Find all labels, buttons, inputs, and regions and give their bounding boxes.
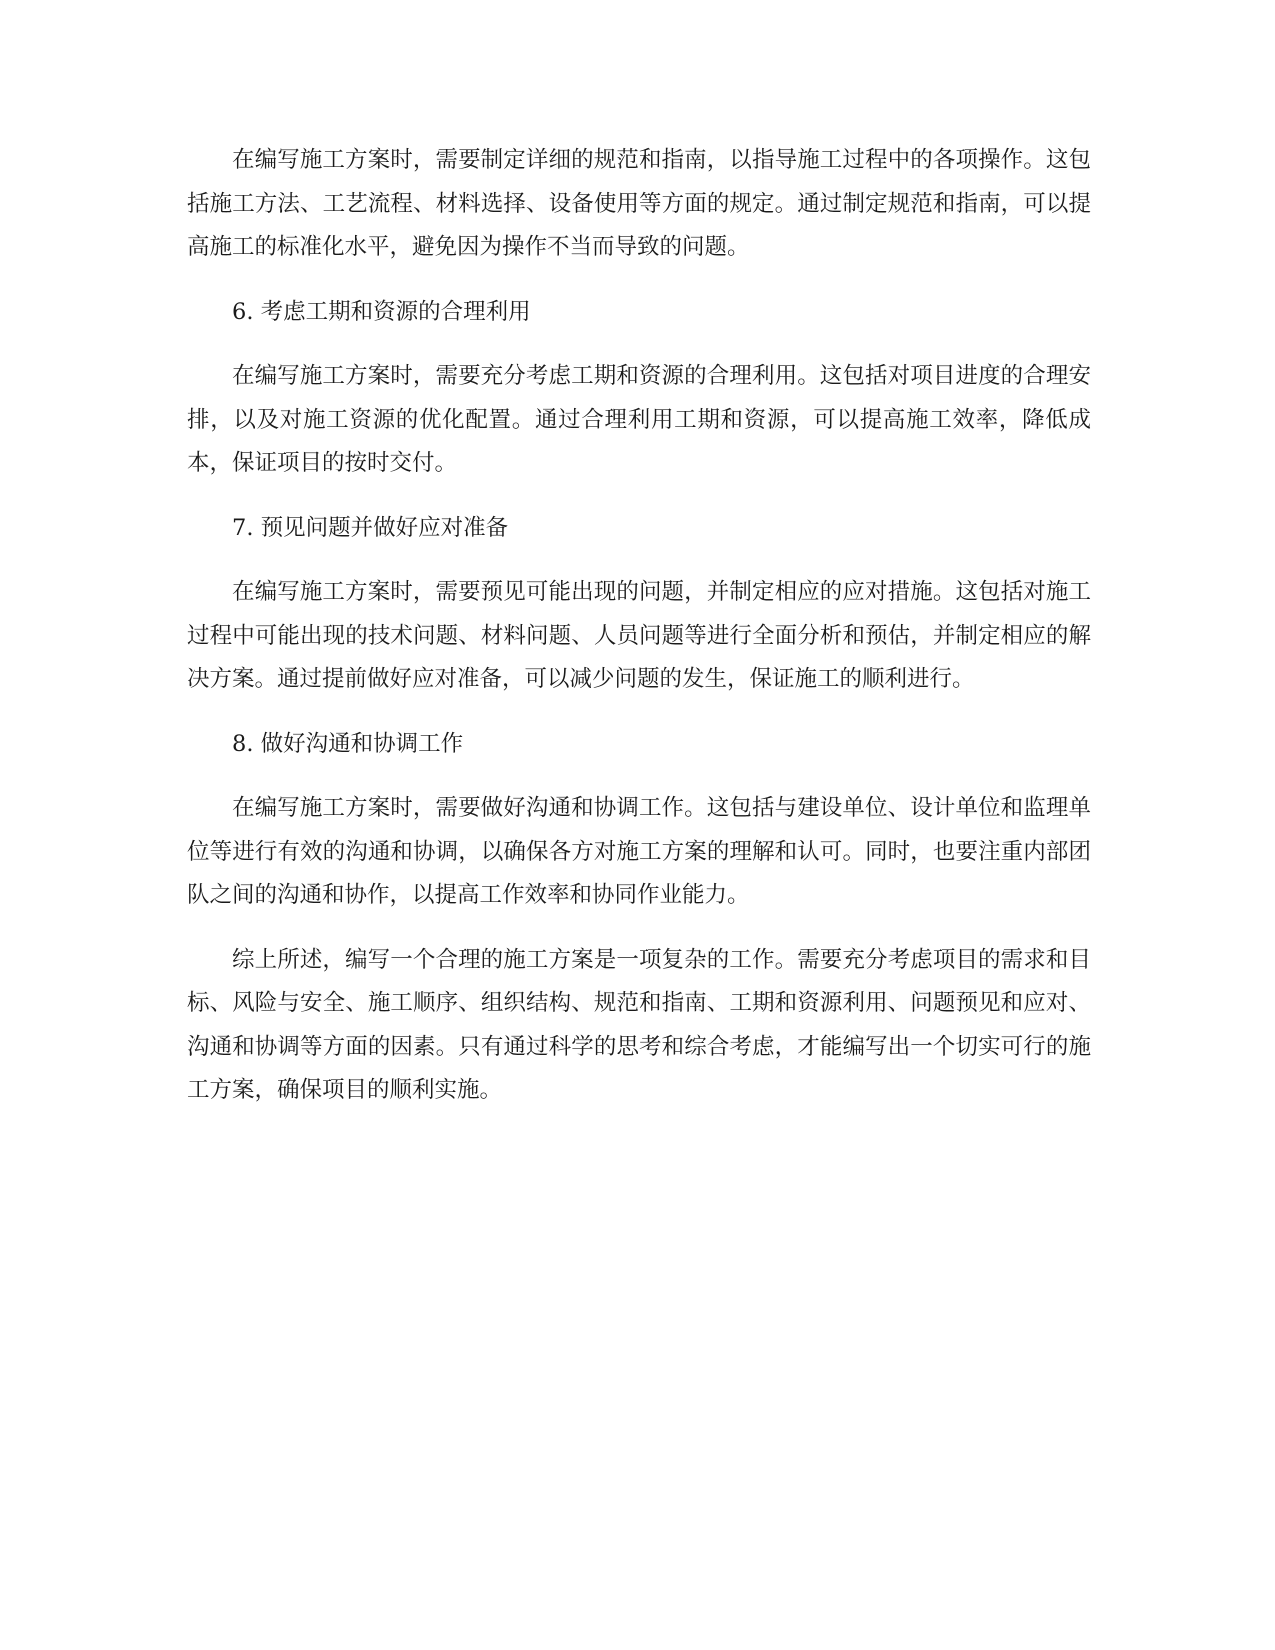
document-page	[187, 139, 1091, 1134]
paragraph-anticipate-problems: 在编写施工方案时，需要预见可能出现的问题，并制定相应的应对措施。这包括对施工过程中可能出现的技术问题、材料问题、人员问题等进行全面分析和预估，并制定相应的解决方案。通过提前做好应对准备，可以减少问题的发生，保证施工的顺利进行。	[187, 579, 1091, 692]
section-heading-8: 8. 做好沟通和协调工作	[232, 730, 464, 757]
section-heading-6: 6. 考虑工期和资源的合理利用	[232, 298, 531, 325]
paragraph-schedule-resources: 在编写施工方案时，需要充分考虑工期和资源的合理利用。这包括对项目进度的合理安排，以及对施工资源的优化配置。通过合理利用工期和资源，可以提高施工效率，降低成本，保证项目的按时交付。	[187, 363, 1091, 476]
section-heading-7: 7. 预见问题并做好应对准备	[232, 514, 509, 541]
paragraph-specs-guidelines: 在编写施工方案时，需要制定详细的规范和指南，以指导施工过程中的各项操作。这包括施工方法、工艺流程、材料选择、设备使用等方面的规定。通过制定规范和指南，可以提高施工的标准化水平，避免因为操作不当而导致的问题。	[187, 147, 1091, 260]
paragraph-conclusion: 综上所述，编写一个合理的施工方案是一项复杂的工作。需要充分考虑项目的需求和目标、风险与安全、施工顺序、组织结构、规范和指南、工期和资源利用、问题预见和应对、沟通和协调等方面的因素。只有通过科学的思考和综合考虑，才能编写出一个切实可行的施工方案，确保项目的顺利实施。	[187, 946, 1091, 1103]
paragraph-communication: 在编写施工方案时，需要做好沟通和协调工作。这包括与建设单位、设计单位和监理单位等进行有效的沟通和协调，以确保各方对施工方案的理解和认可。同时，也要注重内部团队之间的沟通和协作，以提高工作效率和协同作业能力。	[187, 795, 1091, 908]
